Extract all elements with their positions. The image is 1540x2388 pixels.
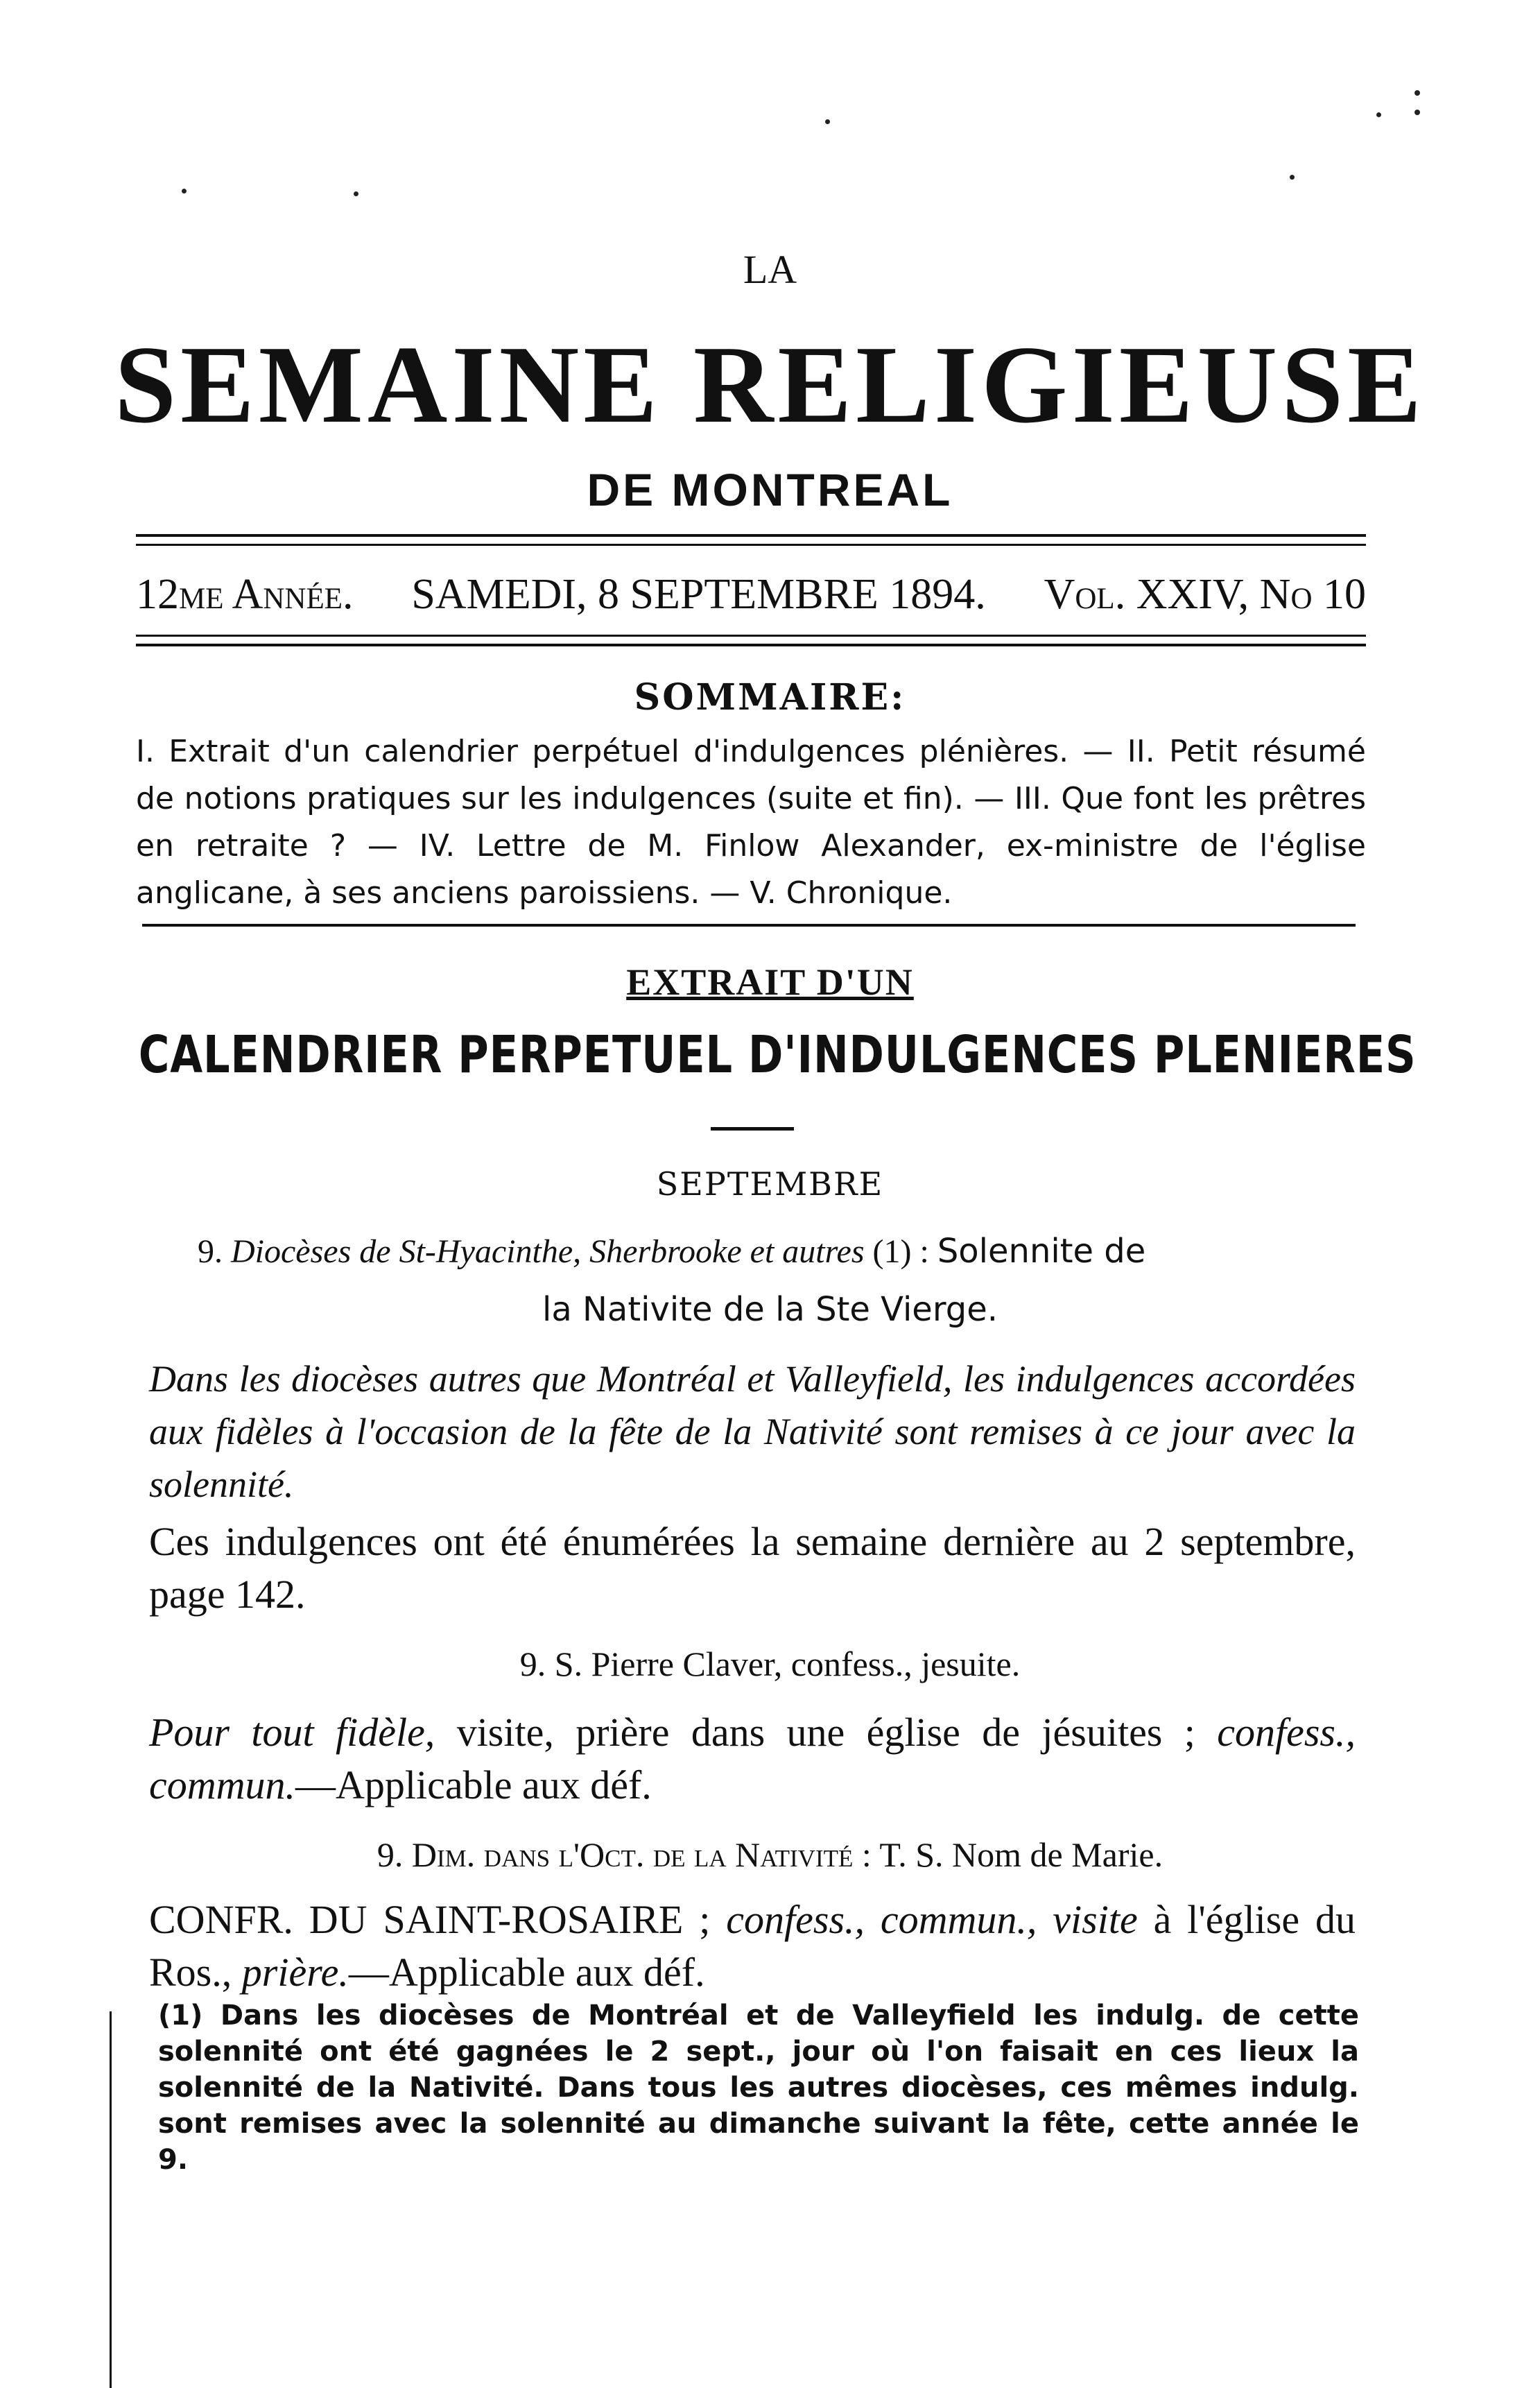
masthead-la: LA xyxy=(743,247,797,292)
dateline-volume: Vol. XXIV, No 10 xyxy=(1044,571,1366,618)
entry4-text2: à l'église du Ros., xyxy=(149,1897,1356,1995)
entry2-text xyxy=(149,1706,1356,1812)
entry4-text xyxy=(149,1893,1356,1999)
entry1-body: Ces indulgences ont été énumérées la semaine dernière au 2 septembre, page 142. xyxy=(149,1519,1356,1617)
dateline-annee: 12me Année. xyxy=(136,571,354,618)
entry1-solennite: Solennite de xyxy=(937,1232,1146,1271)
left-margin-line xyxy=(110,2011,112,2388)
entry2-italic2: confess., commun. xyxy=(149,1710,1356,1807)
sommaire-heading: SOMMAIRE: xyxy=(634,676,906,719)
entry3-prefix: 9. Dim. dans l'Oct. de la Nativité : xyxy=(377,1835,872,1874)
sommaire-text: I. Extrait d'un calendrier perpétuel d'indulgences plénières. — II. Petit résumé de notions pratiques sur les indulgences (suite et fin). — III. Que font les prêtres en retraite ? — IV. Lettre de M. Finlow Alexander, ex-ministre de l'église anglicane, à ses anciens paroissiens. — V. Chronique. xyxy=(136,734,1366,911)
masthead-title: SEMAINE RELIGIEUSE xyxy=(114,323,1426,446)
entry2-title: 9. S. Pierre Claver, confess., jesuite. xyxy=(519,1644,1021,1683)
section-rule xyxy=(142,924,1356,927)
short-rule xyxy=(711,1127,794,1131)
ink-speck xyxy=(1414,110,1420,115)
footnote: (1) Dans les diocèses de Montréal et de Valleyfield les indulg. de cette solennité ont été gagnées le 2 sept., jour où l'on faisait en ces lieux la solennité de la Nativité. Dans tous les autres diocèses, ces mêmes indulg. sont remises avec la solennité au dimanche suivant la fête, cette année le 9. xyxy=(158,2000,1359,2176)
entry1-line2: la Nativite de la Ste Vierge. xyxy=(542,1290,998,1329)
entry1-line1 xyxy=(198,1232,1404,1271)
ink-speck xyxy=(825,119,830,124)
entry4-italic1: confess., commun., visite xyxy=(726,1897,1138,1942)
entry3-title xyxy=(0,1835,1540,1875)
dateline-date: SAMEDI, 8 SEPTEMBRE 1894. xyxy=(411,571,986,618)
double-rule-bottom xyxy=(136,635,1366,637)
dateline xyxy=(136,570,1366,619)
double-rule-top xyxy=(136,534,1366,537)
ink-speck xyxy=(1290,175,1295,180)
entry2-text1: visite, prière dans une église de jésuites ; xyxy=(435,1710,1218,1755)
entry1-dioceses: Diocèses de St-Hyacinthe, Sherbrooke et autres xyxy=(231,1233,865,1270)
article-heading-small: EXTRAIT D'UN xyxy=(626,961,914,1003)
entry1-note: Dans les diocèses autres que Montréal et Valleyfield, les indulgences accordées aux fidèles à l'occasion de la fête de la Nativité sont remises à ce jour avec la solennité. xyxy=(149,1358,1356,1505)
entry2-text2: —Applicable aux déf. xyxy=(295,1762,652,1807)
masthead-subtitle: DE MONTREAL xyxy=(587,464,953,515)
entry4-text3: —Applicable aux déf. xyxy=(348,1950,705,1995)
entry1-number: 9. xyxy=(198,1233,223,1270)
entry2-italic1: Pour tout fidèle, xyxy=(149,1710,435,1755)
entry1-ref: (1) : xyxy=(872,1233,929,1270)
entry4-text1: CONFR. DU SAINT-ROSAIRE ; xyxy=(149,1897,727,1942)
ink-speck xyxy=(182,189,187,194)
month-heading: SEPTEMBRE xyxy=(656,1165,884,1203)
entry3-main: T. S. Nom de Marie. xyxy=(871,1835,1163,1874)
ink-speck xyxy=(354,191,358,196)
ink-speck xyxy=(1414,90,1420,96)
double-rule-bottom xyxy=(136,644,1366,646)
ink-speck xyxy=(1376,112,1381,117)
entry4-italic2: prière. xyxy=(241,1950,349,1995)
double-rule-top xyxy=(136,544,1366,546)
article-heading-large: CALENDRIER PERPETUEL D'INDULGENCES PLENIERES xyxy=(138,1025,1417,1085)
